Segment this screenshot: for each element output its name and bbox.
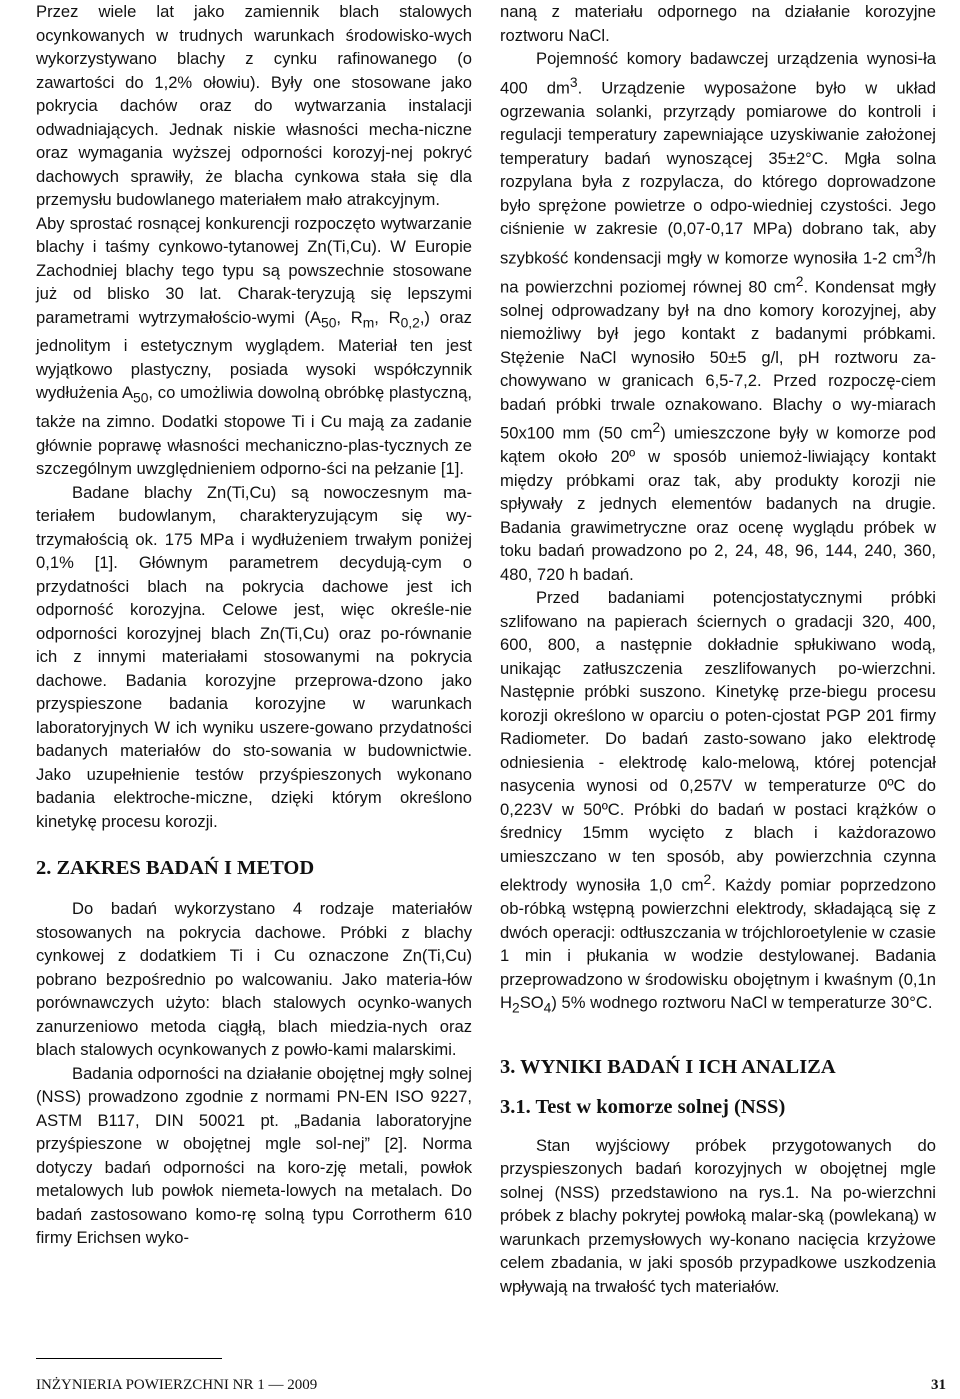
subscript: 4 bbox=[543, 999, 552, 1016]
footer-journal-name: INŻYNIERIA POWIERZCHNI NR 1 — 2009 bbox=[36, 1377, 318, 1393]
subscript: 0,2 bbox=[400, 313, 420, 330]
text-span: , co umożliwia dowolną obróbkę plastyczną, także na zimno. Dodatki stopowe Ti i Cu mają za zadanie głównie poprawę własności mechaniczno-plas-tycznych ze szczególnym uwzględnieniem odporno-ści na pełzanie [1]. bbox=[36, 383, 472, 479]
subscript: 50 bbox=[321, 313, 337, 330]
subscript: m bbox=[362, 313, 375, 330]
subsection-heading-3-1: 3.1. Test w komorze solnej (NSS) bbox=[500, 1095, 786, 1118]
paragraph-zn-ti-cu bbox=[36, 212, 472, 481]
paragraph-chamber bbox=[500, 47, 936, 586]
left-column bbox=[36, 0, 472, 1250]
paragraph-badane-blachy: Badane blachy Zn(Ti,Cu) są nowoczesnym ma-teriałem budowlanym, charakteryzującym się wy-trzymałością ok. 175 MPa i wydłużeniem trwałym poniżej 0,1% [1]. Głównym parametrem decydują-cym o przydatności blach na pokrycia dachowe jest ich odporność korozyjna. Celowe jest, więc określe-nie odporności korozyjnej blach Zn(Ti,Cu) oraz po-równanie ich z innymi materiałami stosowanymi na pokrycia dachowe. Badania korozyjne przeprowa-dzono jako przyspieszone badania korozyjne w warunkach laboratoryjnych W ich wyniku uszere-gowano przydatności badanych materiałów do sto-sowania w budownictwie. Jako uzupełnienie testów przyśpieszonych wykonano badania elektroche-miczne, dzięki którym określono kinetykę procesu korozji. bbox=[36, 482, 472, 831]
text-span: . Urządzenie wyposażone było w układ ogrzewania solanki, przyrządy pomiarowe do kontroli i regulacji temperatury zapewniające uzyskiwanie założonej temperatury badań wynoszącej 35±2°C. Mgła solna rozpylana była z rozpylacza, do którego doprowadzone było sprężone powietrze o odpo-wiedniej czystości. Jego ciśnienie w zakresie (0,07-0,17 MPa) dobrano tak, aby szybkość kondensacji mgły w komorze wynosiła 1-2 cm bbox=[500, 78, 936, 268]
text-span: Przed badaniami potencjostatycznymi próbki szlifowano na papierach ściernych o gradacji 320, 400, 600, 800, a następnie dokładnie spłukiwano wodą, unikając zatłuszczenia zeszlifowanych po-wierzchni. Następnie próbki suszono. Kinetykę prze-biegu procesu korozji określono w oparciu o poten-cjostat PGP 201 firmy Radiometer. Do badań zasto-sowano jako elektrodę odniesienia - elektrodę kalo-melową, której potencjał nasycenia wynosi od 0,257V w temperaturze 0ºC do 0,223V w 50ºC. Próbki do badań w postaci krążków o średnicy 15mm wycięto z blach i każdorazowo umieszczano w ten sposób, aby powierzchnia czynna elektrody wynosiła 1,0 cm bbox=[500, 588, 936, 895]
text-span: /h na powierzchni poziomej równej 80 cm bbox=[500, 248, 936, 297]
paragraph-intro bbox=[36, 0, 472, 212]
superscript: 2 bbox=[795, 272, 804, 289]
text-span: Aby sprostać rosnącej konkurencji rozpoczęto wytwarzanie blachy i taśmy cynkowo-tytanowej Zn(Ti,Cu). W Europie Zachodniej blachy tego typu są powszechnie stosowane już od blisko 30 lat. Charak-teryzują się lepszymi parametrami wytrzymałościo-wymi (A bbox=[36, 213, 472, 327]
text-span: Przez wiele lat jako zamiennik blach stalowych ocynkowanych w trudnych warunkach środowisko-wych wykorzystywano blachy z cynku rafinowanego (o zawartości do 1,2% ołowiu). Były one stosowane jako pokrycia dachów oraz do wytwarzania instalacji odwadniających. bbox=[36, 2, 472, 139]
text-span: SO bbox=[519, 993, 544, 1013]
text-span: . Kondensat mgły solnej odprowadzany był na dno komory korozyjnej, aby niemożliwy był jego kontakt z badanymi próbkami. Stężenie NaCl wynosiło 50±5 g/l, pH roztworu za-chowywano w granicach 6,5-7,2. Przed rozpoczę-ciem badań próbki trwale oznakowano. Blachy o wy-miarach 50x100 mm (50 cm bbox=[500, 277, 936, 443]
section-heading-3: 3. WYNIKI BADAŃ I ICH ANALIZA bbox=[500, 1055, 836, 1078]
text-span: Pojemność komory badawczej urządzenia wynosi-ła 400 dm bbox=[500, 49, 936, 98]
text-span: . Każdy pomiar poprzedzono ob-róbką wstępną powierzchni elektrody, składającą się z dwóch operacji: odtłuszczania w trójchloroetylenie w czasie 1 min i płukania w wodzie destylowanej. Badania przeprowadzono w środowisku obojętnym i kwaśnym (0,1n H bbox=[500, 875, 936, 1013]
text-span: ,) oraz jednolitym i estetycznym wyglądem. Materiał ten jest wyjątkowo plastyczny, posiada wysoki współczynnik wydłużenia A bbox=[36, 307, 472, 403]
footer-page-number: 31 bbox=[931, 1377, 946, 1393]
paragraph-potentiostatic bbox=[500, 586, 936, 1020]
paragraph-results: Stan wyjściowy próbek przygotowanych do przyspieszonych badań korozyjnych w obojętnej mgle solnej (NSS) przedstawiono na rys.1. Na po-wierzchni próbek z blachy pokrytej powłoką malar-ską (powlekaną) w warunkach przemysłowych wy-konano nacięcia krzyżowe celem zbadania, w jaki sposób przypadkowe uszkodzenia wpływają na trwałość tych materiałów. bbox=[500, 1135, 936, 1296]
paragraph-nss: Badania odporności na działanie obojętnej mgły solnej (NSS) prowadzono zgodnie z normami PN-EN ISO 9227, ASTM B117, DIN 50021 pt. „Badania laboratoryjne przyśpieszone w obojętnej mgle sol-nej” [2]. Norma dotyczy badań odporności na koro-zję metali, powłok metalowych lub powłok niemeta-lowych na metalach. Do badań zastosowano komo-rę solną typu Corrotherm 610 firmy Erichsen wyko- bbox=[36, 1063, 472, 1248]
footer-rule bbox=[36, 1358, 222, 1359]
text-span: ) umieszczone były w komorze pod kątem około 20º w sposób uniemoż-liwiający kontakt między próbkami oraz tak, aby produkty korozji nie spływały z jednych elementów badanych na drugie. Badania grawimetryczne oraz ocenę wyglądu próbek w toku badań prowadzono po 2, 24, 48, 96, 144, 240, 360, 480, 720 h badań. bbox=[500, 423, 936, 584]
superscript: 2 bbox=[703, 871, 712, 888]
paragraph-continued: naną z materiału odpornego na działanie korozyjne roztworu NaCl. bbox=[500, 2, 936, 45]
superscript: 2 bbox=[652, 419, 661, 436]
text-span: ) 5% wodnego roztworu NaCl w temperaturze 30°C. bbox=[551, 993, 933, 1013]
right-column bbox=[500, 0, 936, 1298]
text-span: , R bbox=[374, 307, 401, 327]
superscript: 3 bbox=[914, 243, 923, 260]
section-heading-2: 2. ZAKRES BADAŃ I METOD bbox=[36, 857, 315, 880]
superscript: 3 bbox=[569, 73, 578, 90]
subscript: 2 bbox=[511, 999, 520, 1016]
subscript: 50 bbox=[133, 389, 149, 406]
paragraph-materials: Do badań wykorzystano 4 rodzaje materiałów stosowanych na pokrycia dachowe. Próbki z blachy cynkowej z dodatkiem Ti i Cu oznaczone Zn(Ti,Cu) pobrano bezpośrednio po walcowaniu. Jako materia-łów porównawczych użyto: blach stalowych ocynko-wanych zanurzeniowo metoda ciągłą, blach miedzia-nych oraz blach stalowych ocynkowanych z powło-kami malarskimi. bbox=[36, 899, 472, 1060]
text-span: Jednak niskie własności mecha-niczne oraz wymagania wyższej odporności korozyj-nej pokryć dachowych sprawiły, że blacha cynkowa stała się dla przemysłu budowlanego materiałem mało atrakcyjnym. bbox=[36, 119, 472, 209]
text-span: , R bbox=[336, 307, 363, 327]
